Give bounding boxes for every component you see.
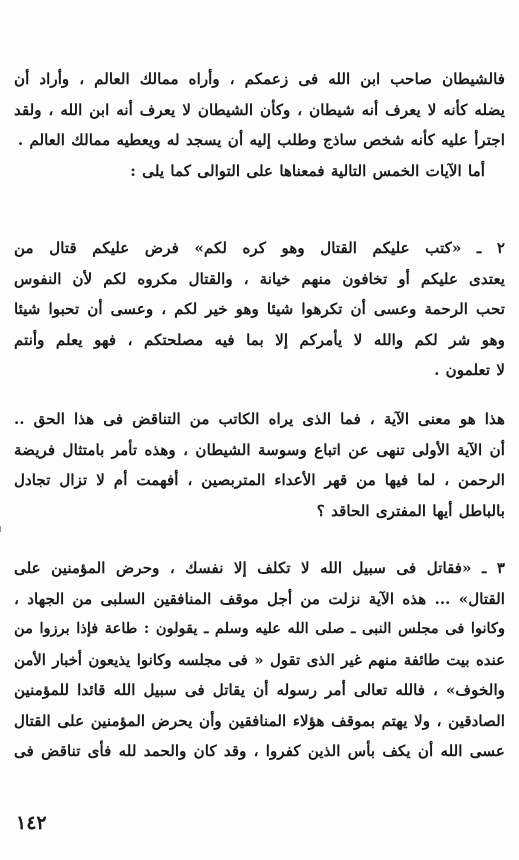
text-line: أن الآية الأولى تنهى عن اتباع وسوسة الشيطان ، وهذه تأمر بامتثال فريضة bbox=[14, 440, 505, 459]
text-line: عسى الله أن يكف بأس الذين كفروا ، وقد كان والحمد لله فأى تناقض فى bbox=[14, 742, 505, 760]
text-line: تحب الرحمة وعسى أن تكرهوا شيئا وهو خير لكم ، وعسى أن تحبوا شيئا bbox=[14, 300, 505, 318]
paragraph-1 bbox=[14, 64, 505, 156]
text-line: بالباطل أيها المفترى الحاقد ؟ bbox=[316, 501, 505, 520]
text-line: القتال» ... هذه الآية نزلت من أجل موقف المنافقين السلبى من الجهاد ، bbox=[14, 589, 505, 608]
text-line: لا تعلمون . bbox=[434, 361, 505, 379]
paragraph-4 bbox=[14, 404, 505, 526]
text-line: ٣ ـ «فقاتل فى سبيل الله لا تكلف إلا نفسك ، وحرض المؤمنين على bbox=[14, 559, 505, 577]
paragraph-2 bbox=[14, 156, 505, 187]
text-line: ٢ ـ «كتب عليكم القتال وهو كره لكم» فرض عليكم قتال من bbox=[14, 239, 505, 257]
text-line: يضله كأنه لا يعرف أنه شيطان ، وكأن الشيطان لا يعرف أنه ابن الله ، ولقد bbox=[14, 100, 505, 119]
text-line: والخوف» ، فالله تعالى أمر رسوله أن يقاتل فى سبيل الله قائدا للمؤمنين bbox=[14, 681, 505, 699]
text-line: وهو شر لكم والله لا يأمركم إلا بما فيه مصلحتكم ، فهو يعلم وأنتم bbox=[14, 330, 505, 349]
text-line: أما الآيات الخمس التالية فمعناها على التوالى كما يلى : bbox=[130, 162, 485, 180]
text-line: الرحمن ، لما فيها من قهر الأعداء المتربصين ، أفهمت أم لا تزال تجادل bbox=[14, 471, 505, 489]
paragraph-5 bbox=[14, 553, 505, 767]
paragraph-3 bbox=[14, 233, 505, 386]
text-line: يعتدى عليكم أو تخافون منهم خيانة ، والقتال مكروه لكم لأن النفوس bbox=[14, 269, 505, 288]
text-line: الصادقين ، ولا يهتم بموقف هؤلاء المنافقين وأن يحرض المؤمنين على القتال bbox=[14, 711, 505, 730]
text-line: عنده بيت طائفة منهم غير الذى تقول « فى مجلسه وكانوا يذيعون أخبار الأمن bbox=[14, 650, 505, 669]
text-line: هذا هو معنى الآية ، فما الذى يراه الكاتب من التناقض فى هذا الحق .. bbox=[14, 410, 505, 428]
text-line: فالشيطان صاحب ابن الله فى زعمكم ، وأراه ممالك العالم ، وأراد أن bbox=[14, 70, 505, 88]
text-line: اجترأ عليه كأنه شخص ساذج وطلب إليه أن يسجد له ويعطيه ممالك العالم . bbox=[17, 131, 505, 149]
text-line: وكانوا فى مجلس النبى ـ صلى الله عليه وسلم ـ يقولون : طاعة فإذا برزوا من bbox=[14, 620, 505, 637]
margin-mark bbox=[0, 526, 5, 532]
page-number: ١٤٢ bbox=[16, 812, 47, 834]
